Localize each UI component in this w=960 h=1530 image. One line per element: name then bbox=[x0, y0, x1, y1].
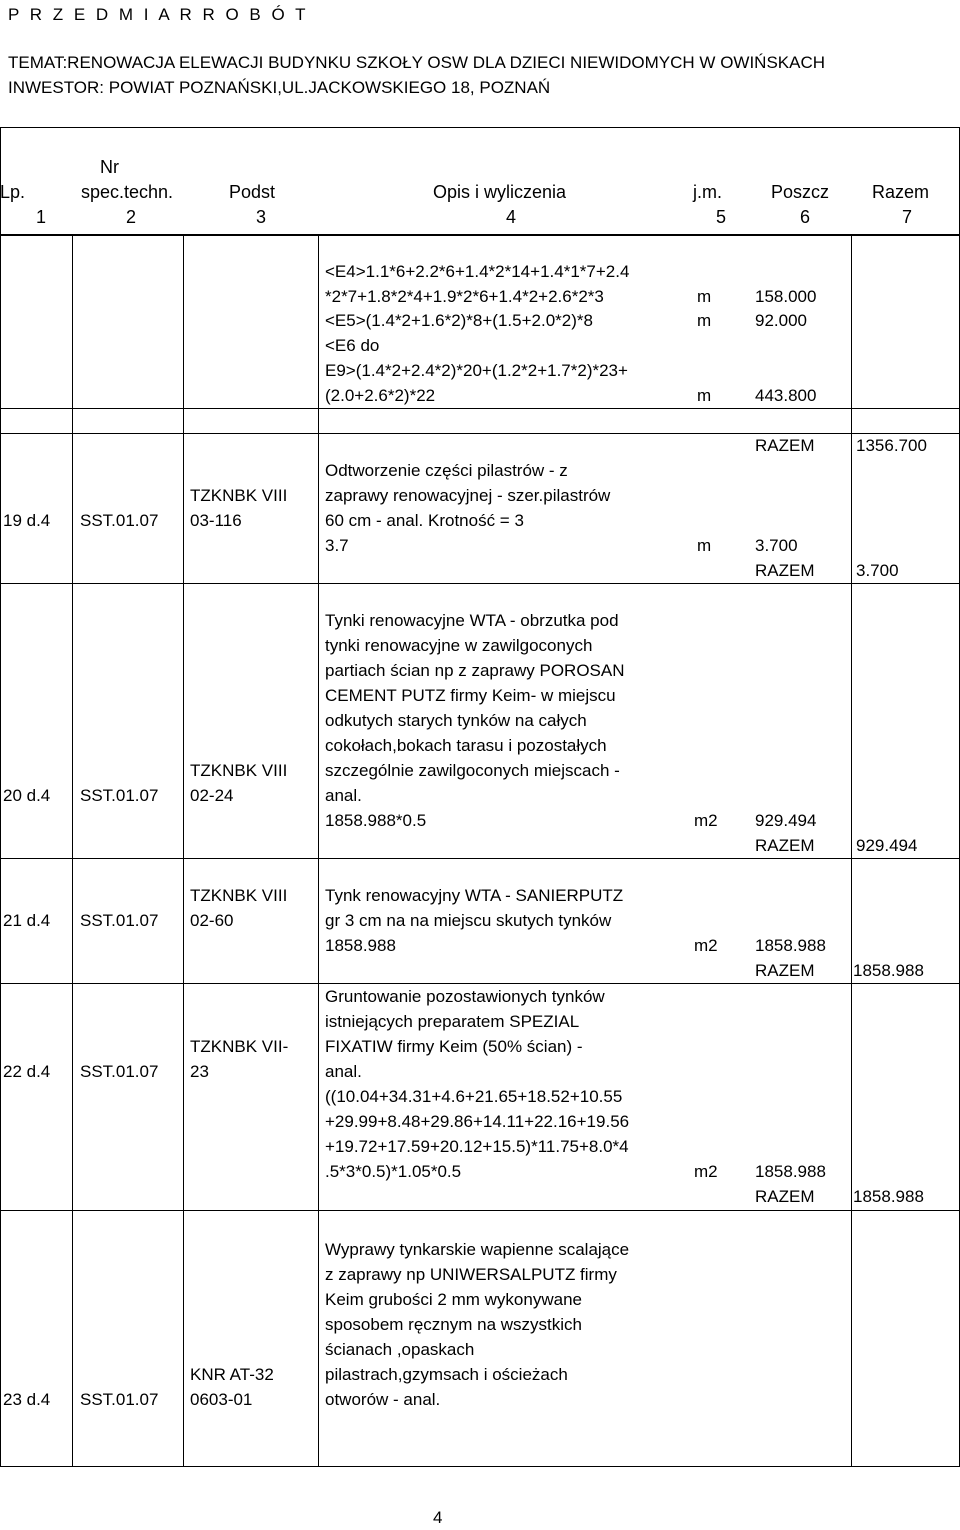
unit: m2 bbox=[694, 811, 718, 830]
calc-line: +19.72+17.59+20.12+15.5)*11.75+8.0*4 bbox=[325, 1137, 629, 1156]
partial-value: 92.000 bbox=[755, 311, 807, 330]
razem-value: 1356.700 bbox=[856, 436, 927, 455]
calc-line: 1858.988*0.5 bbox=[325, 811, 427, 830]
razem-label: RAZEM bbox=[755, 436, 815, 455]
description-line: Gruntowanie pozostawionych tynków bbox=[325, 987, 605, 1006]
table-top-border bbox=[0, 127, 960, 128]
grid-line bbox=[72, 236, 73, 1466]
podst-code: 02-24 bbox=[190, 786, 234, 805]
description-line: tynki renowacyjne w zawilgoconych bbox=[325, 636, 593, 655]
description-line: 60 cm - anal. Krotność = 3 bbox=[325, 511, 524, 530]
razem-label: RAZEM bbox=[755, 561, 815, 580]
description-line: odkutych starych tynków na całych bbox=[325, 711, 587, 730]
calc-line: *2*7+1.8*2*4+1.9*2*6+1.4*2+2.6*2*3 bbox=[325, 287, 604, 306]
col-number: 2 bbox=[126, 207, 137, 227]
col-header-spec: spec.techn. bbox=[81, 182, 174, 202]
description-line: otworów - anal. bbox=[325, 1390, 441, 1409]
calc-line: ((10.04+34.31+4.6+21.65+18.52+10.55 bbox=[325, 1087, 623, 1106]
description-line: anal. bbox=[325, 1062, 362, 1081]
partial-value: 443.800 bbox=[755, 386, 817, 405]
description-line: istniejących preparatem SPEZIAL bbox=[325, 1012, 580, 1031]
description-line: z zaprawy np UNIWERSALPUTZ firmy bbox=[325, 1265, 617, 1284]
unit: m bbox=[697, 386, 712, 405]
calc-line: <E6 do bbox=[325, 336, 380, 355]
col-header-opis: Opis i wyliczenia bbox=[433, 182, 567, 202]
calc-line: +29.99+8.48+29.86+14.11+22.16+19.56 bbox=[325, 1112, 630, 1131]
col-number: 1 bbox=[36, 207, 47, 227]
document-subject: TEMAT:RENOWACJA ELEWACJI BUDYNKU SZKOŁY OSW DLA DZIECI NIEWIDOMYCH W OWIŃSKACH bbox=[8, 53, 826, 72]
podst-code: 02-60 bbox=[190, 911, 234, 930]
description-line: Tynki renowacyjne WTA - obrzutka pod bbox=[325, 611, 619, 630]
col-number: 6 bbox=[800, 207, 811, 227]
col-number: 4 bbox=[506, 207, 517, 227]
header-bottom-border bbox=[0, 234, 960, 236]
description-line: cokołach,bokach tarasu i pozostałych bbox=[325, 736, 607, 755]
partial-value: 1858.988 bbox=[755, 1162, 826, 1181]
description-line: gr 3 cm na na miejscu skutych tynków bbox=[325, 911, 612, 930]
podst-code: TZKNBK VIII bbox=[190, 761, 288, 780]
razem-label: RAZEM bbox=[755, 836, 815, 855]
podst-code: 03-116 bbox=[190, 511, 242, 530]
podst-code: TZKNBK VIII bbox=[190, 886, 288, 905]
calc-line: (2.0+2.6*2)*22 bbox=[325, 386, 436, 405]
row-separator bbox=[0, 1210, 960, 1211]
col-header-poszcz: Poszcz bbox=[771, 182, 830, 202]
grid-line bbox=[851, 236, 852, 1466]
spec-number: SST.01.07 bbox=[80, 1390, 159, 1409]
razem-label: RAZEM bbox=[755, 961, 815, 980]
description-line: anal. bbox=[325, 786, 362, 805]
col-header-lp: Lp. bbox=[0, 182, 26, 202]
unit: m2 bbox=[694, 936, 718, 955]
table-bottom-border bbox=[0, 1466, 960, 1467]
podst-code: TZKNBK VII- bbox=[190, 1037, 289, 1056]
partial-value: 1858.988 bbox=[755, 936, 826, 955]
calc-line: <E4>1.1*6+2.2*6+1.4*2*14+1.4*1*7+2.4 bbox=[325, 262, 630, 281]
calc-line: 3.7 bbox=[325, 536, 349, 555]
podst-code: 0603-01 bbox=[190, 1390, 253, 1409]
col-header-nr: Nr bbox=[100, 157, 119, 177]
razem-label: RAZEM bbox=[755, 1187, 815, 1206]
col-number: 3 bbox=[256, 207, 267, 227]
description-line: FIXATIW firmy Keim (50% ścian) - bbox=[325, 1037, 583, 1056]
description-line: partiach ścian np z zaprawy POROSAN bbox=[325, 661, 625, 680]
row-separator bbox=[0, 433, 960, 434]
spec-number: SST.01.07 bbox=[80, 511, 159, 530]
col-header-razem: Razem bbox=[872, 182, 930, 202]
calc-line: 1858.988 bbox=[325, 936, 396, 955]
page-number: 4 bbox=[433, 1508, 443, 1527]
item-lp: 22 d.4 bbox=[3, 1062, 51, 1081]
item-lp: 21 d.4 bbox=[3, 911, 51, 930]
left-border bbox=[0, 127, 1, 235]
partial-value: 3.700 bbox=[755, 536, 798, 555]
description-line: szczególnie zawilgoconych miejscach - bbox=[325, 761, 620, 780]
row-separator bbox=[0, 858, 960, 859]
unit: m2 bbox=[694, 1162, 718, 1181]
col-header-jm: j.m. bbox=[693, 182, 722, 202]
calc-line: <E5>(1.4*2+1.6*2)*8+(1.5+2.0*2)*8 bbox=[325, 311, 593, 330]
item-lp: 20 d.4 bbox=[3, 786, 51, 805]
item-lp: 23 d.4 bbox=[3, 1390, 51, 1409]
partial-value: 929.494 bbox=[755, 811, 817, 830]
grid-line bbox=[318, 236, 319, 1466]
document-title: P R Z E D M I A R R O B Ó T bbox=[8, 5, 309, 24]
razem-value: 1858.988 bbox=[853, 961, 924, 980]
col-header-podst: Podst bbox=[229, 182, 276, 202]
row-separator bbox=[0, 983, 960, 984]
description-line: Keim grubości 2 mm wykonywane bbox=[325, 1290, 582, 1309]
description-line: CEMENT PUTZ firmy Keim- w miejscu bbox=[325, 686, 616, 705]
document-investor: INWESTOR: POWIAT POZNAŃSKI,UL.JACKOWSKIEGO 18, POZNAŃ bbox=[8, 78, 551, 97]
col-number: 7 bbox=[902, 207, 913, 227]
calc-line: .5*3*0.5)*1.05*0.5 bbox=[325, 1162, 462, 1181]
unit: m bbox=[697, 311, 712, 330]
podst-code: 23 bbox=[190, 1062, 209, 1081]
description-line: zaprawy renowacyjnej - szer.pilastrów bbox=[325, 486, 611, 505]
spec-number: SST.01.07 bbox=[80, 911, 159, 930]
unit: m bbox=[697, 536, 712, 555]
description-line: ścianach ,opaskach bbox=[325, 1340, 475, 1359]
item-lp: 19 d.4 bbox=[3, 511, 51, 530]
row-separator bbox=[0, 583, 960, 584]
description-line: pilastrach,gzymsach i ościeżach bbox=[325, 1365, 568, 1384]
grid-line bbox=[183, 236, 184, 1466]
podst-code: TZKNBK VIII bbox=[190, 486, 288, 505]
description-line: Odtworzenie części pilastrów - z bbox=[325, 461, 568, 480]
razem-value: 3.700 bbox=[856, 561, 899, 580]
spec-number: SST.01.07 bbox=[80, 1062, 159, 1081]
description-line: Wyprawy tynkarskie wapienne scalające bbox=[325, 1240, 630, 1259]
grid-line bbox=[0, 236, 1, 1466]
unit: m bbox=[697, 287, 712, 306]
spec-number: SST.01.07 bbox=[80, 786, 159, 805]
razem-value: 1858.988 bbox=[853, 1187, 924, 1206]
description-line: Tynk renowacyjny WTA - SANIERPUTZ bbox=[325, 886, 624, 905]
description-line: sposobem ręcznym na wszystkich bbox=[325, 1315, 582, 1334]
row-separator bbox=[0, 408, 960, 409]
partial-value: 158.000 bbox=[755, 287, 817, 306]
razem-value: 929.494 bbox=[856, 836, 918, 855]
podst-code: KNR AT-32 bbox=[190, 1365, 274, 1384]
calc-line: E9>(1.4*2+2.4*2)*20+(1.2*2+1.7*2)*23+ bbox=[325, 361, 628, 380]
col-number: 5 bbox=[716, 207, 727, 227]
